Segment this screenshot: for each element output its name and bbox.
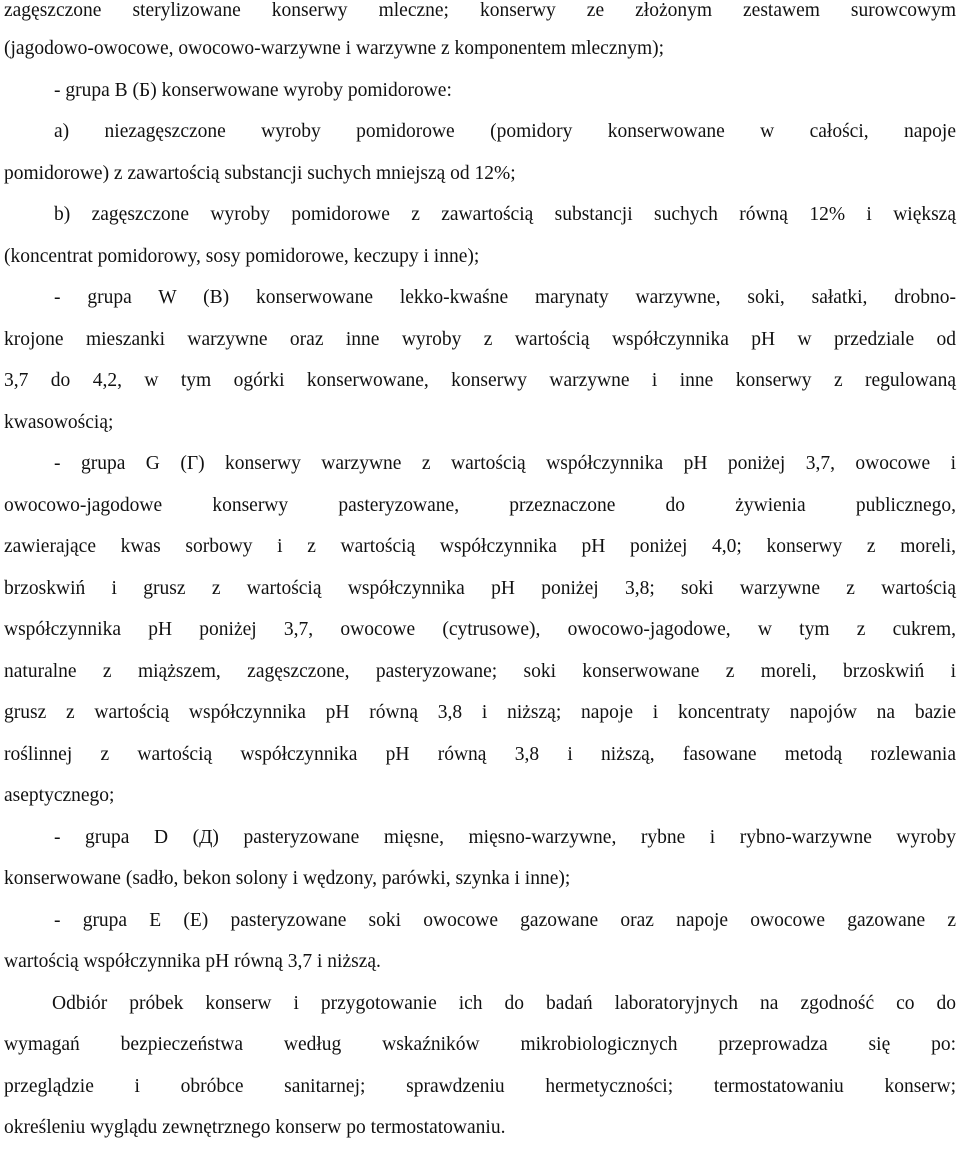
text-line: - grupa B (Б) konserwowane wyroby pomidorowe:	[54, 80, 452, 101]
text-line: owocowo-jagodowe konserwy pasteryzowane, przeznaczone do żywienia publicznego,	[4, 495, 956, 516]
text-line: krojone mieszanki warzywne oraz inne wyroby z wartością współczynnika pH w przedziale od	[4, 329, 956, 350]
text-line: współczynnika pH poniżej 3,7, owocowe (cytrusowe), owocowo-jagodowe, w tym z cukrem,	[4, 619, 956, 640]
text-line: zagęszczone sterylizowane konserwy mleczne; konserwy ze złożonym zestawem surowcowym	[4, 0, 956, 21]
text-line: przeglądzie i obróbce sanitarnej; sprawdzeniu hermetyczności; termostatowaniu konserw;	[4, 1076, 956, 1097]
text-line: kwasowością;	[4, 412, 114, 433]
text-line: (koncentrat pomidorowy, sosy pomidorowe, keczupy i inne);	[4, 246, 480, 267]
text-line: - grupa D (Д) pasteryzowane mięsne, mięsno-warzywne, rybne i rybno-warzywne wyroby	[54, 827, 956, 848]
text-line: grusz z wartością współczynnika pH równą 3,8 i niższą; napoje i koncentraty napojów na bazie	[4, 702, 956, 723]
text-line: roślinnej z wartością współczynnika pH równą 3,8 i niższą, fasowane metodą rozlewania	[4, 744, 956, 765]
text-line: aseptycznego;	[4, 785, 115, 806]
text-line: wartością współczynnika pH równą 3,7 i niższą.	[4, 951, 381, 972]
text-line: brzoskwiń i grusz z wartością współczynnika pH poniżej 3,8; soki warzywne z wartością	[4, 578, 956, 599]
text-line: b) zagęszczone wyroby pomidorowe z zawartością substancji suchych równą 12% i większą	[54, 204, 956, 225]
text-line: 3,7 do 4,2, w tym ogórki konserwowane, konserwy warzywne i inne konserwy z regulowaną	[4, 370, 956, 391]
text-line: pomidorowe) z zawartością substancji suchych mniejszą od 12%;	[4, 163, 516, 184]
text-line: - grupa W (В) konserwowane lekko-kwaśne marynaty warzywne, soki, sałatki, drobno-	[54, 287, 956, 308]
text-line: określeniu wyglądu zewnętrznego konserw po termostatowaniu.	[4, 1117, 506, 1138]
text-line: Odbiór próbek konserw i przygotowanie ich do badań laboratoryjnych na zgodność co do	[52, 993, 956, 1014]
text-line: - grupa E (Е) pasteryzowane soki owocowe gazowane oraz napoje owocowe gazowane z	[54, 910, 956, 931]
text-line: - grupa G (Г) konserwy warzywne z wartością współczynnika pH poniżej 3,7, owocowe i	[54, 453, 956, 474]
text-line: (jagodowo-owocowe, owocowo-warzywne i warzywne z komponentem mlecznym);	[4, 38, 665, 59]
text-line: a) niezagęszczone wyroby pomidorowe (pomidory konserwowane w całości, napoje	[54, 121, 956, 142]
text-line: zawierające kwas sorbowy i z wartością współczynnika pH poniżej 4,0; konserwy z moreli,	[4, 536, 956, 557]
text-line: wymagań bezpieczeństwa według wskaźników mikrobiologicznych przeprowadza się po:	[4, 1034, 956, 1055]
text-line: konserwowane (sadło, bekon solony i wędzony, parówki, szynka i inne);	[4, 868, 571, 889]
text-line: naturalne z miąższem, zagęszczone, pasteryzowane; soki konserwowane z moreli, brzoskwiń i	[4, 661, 956, 682]
